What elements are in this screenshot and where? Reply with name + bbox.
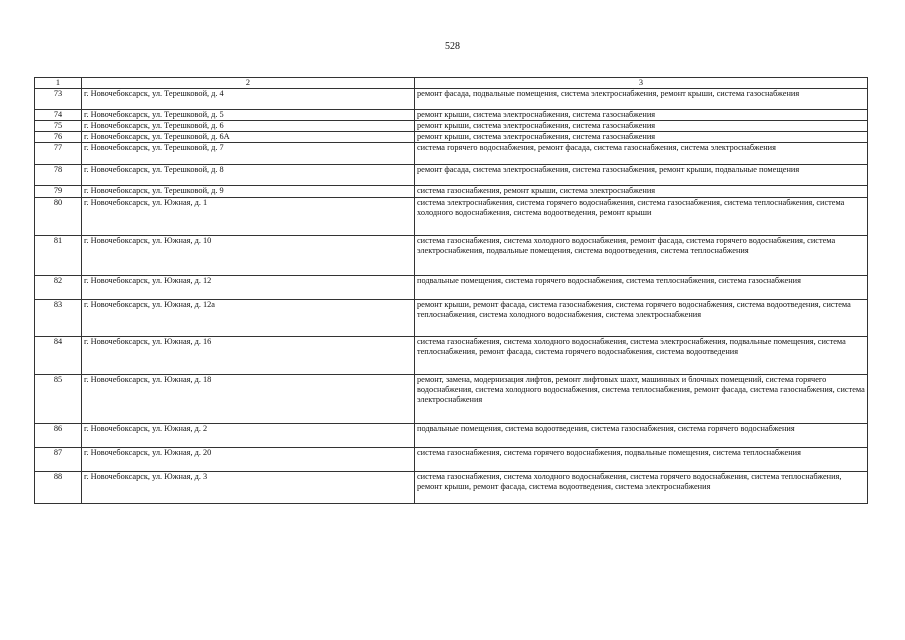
row-number: 75 [35, 121, 82, 132]
row-address: г. Новочебоксарск, ул. Южная, д. 16 [82, 337, 415, 375]
row-number: 83 [35, 300, 82, 337]
row-address: г. Новочебоксарск, ул. Южная, д. 3 [82, 472, 415, 504]
building-works-table [34, 77, 868, 504]
column-header-works: 3 [415, 78, 868, 89]
table-row [35, 337, 868, 375]
row-works: ремонт, замена, модернизация лифтов, ремонт лифтовых шахт, машинных и блочных помещений, система горячего водоснабжения, система холодного водоснабжения, система теплоснабжения, ремонт фасада, система газоснабжения, система электроснабжения [415, 375, 868, 424]
row-address: г. Новочебоксарск, ул. Терешковой, д. 4 [82, 89, 415, 110]
row-works: ремонт крыши, система электроснабжения, система газоснабжения [415, 132, 868, 143]
row-address: г. Новочебоксарск, ул. Терешковой, д. 9 [82, 186, 415, 198]
row-works: система электроснабжения, система горячего водоснабжения, система газоснабжения, система теплоснабжения, система холодного водоснабжения, система водоотведения, ремонт крыши [415, 198, 868, 236]
row-address: г. Новочебоксарск, ул. Южная, д. 10 [82, 236, 415, 276]
table-row [35, 424, 868, 448]
row-address: г. Новочебоксарск, ул. Южная, д. 20 [82, 448, 415, 472]
table-row [35, 110, 868, 121]
row-works: подвальные помещения, система горячего водоснабжения, система теплоснабжения, система газоснабжения [415, 276, 868, 300]
row-number: 80 [35, 198, 82, 236]
row-works: система горячего водоснабжения, ремонт фасада, система газоснабжения, система электроснабжения [415, 143, 868, 165]
row-number: 88 [35, 472, 82, 504]
table-row [35, 143, 868, 165]
row-address: г. Новочебоксарск, ул. Южная, д. 12а [82, 300, 415, 337]
column-header-address: 2 [82, 78, 415, 89]
table-row [35, 121, 868, 132]
row-number: 78 [35, 165, 82, 186]
row-number: 79 [35, 186, 82, 198]
row-address: г. Новочебоксарск, ул. Терешковой, д. 7 [82, 143, 415, 165]
row-address: г. Новочебоксарск, ул. Терешковой, д. 8 [82, 165, 415, 186]
row-works: ремонт крыши, система электроснабжения, система газоснабжения [415, 121, 868, 132]
row-address: г. Новочебоксарск, ул. Терешковой, д. 6 [82, 121, 415, 132]
table-header-row [35, 78, 868, 89]
row-works: система газоснабжения, система холодного водоснабжения, система горячего водоснабжения, система теплоснабжения, ремонт крыши, ремонт фасада, система водоотведения, система электроснабжения [415, 472, 868, 504]
page-number: 528 [445, 41, 460, 52]
table-row [35, 198, 868, 236]
table-row [35, 448, 868, 472]
row-works: ремонт крыши, система электроснабжения, система газоснабжения [415, 110, 868, 121]
row-number: 86 [35, 424, 82, 448]
row-number: 81 [35, 236, 82, 276]
table-row [35, 186, 868, 198]
row-number: 82 [35, 276, 82, 300]
table-row [35, 300, 868, 337]
row-works: система газоснабжения, ремонт крыши, система электроснабжения [415, 186, 868, 198]
row-address: г. Новочебоксарск, ул. Терешковой, д. 5 [82, 110, 415, 121]
row-address: г. Новочебоксарск, ул. Южная, д. 18 [82, 375, 415, 424]
table-row [35, 132, 868, 143]
row-number: 76 [35, 132, 82, 143]
row-number: 74 [35, 110, 82, 121]
table-row [35, 276, 868, 300]
row-number: 77 [35, 143, 82, 165]
row-works: подвальные помещения, система водоотведения, система газоснабжения, система горячего водоснабжения [415, 424, 868, 448]
table-row [35, 472, 868, 504]
column-header-number: 1 [35, 78, 82, 89]
row-number: 84 [35, 337, 82, 375]
row-works: ремонт крыши, ремонт фасада, система газоснабжения, система горячего водоснабжения, система водоотведения, система теплоснабжения, система холодного водоснабжения, система электроснабжения [415, 300, 868, 337]
table-row [35, 89, 868, 110]
row-works: ремонт фасада, подвальные помещения, система электроснабжения, ремонт крыши, система газоснабжения [415, 89, 868, 110]
row-number: 87 [35, 448, 82, 472]
row-address: г. Новочебоксарск, ул. Терешковой, д. 6А [82, 132, 415, 143]
table-row [35, 165, 868, 186]
row-works: система газоснабжения, система холодного водоснабжения, система электроснабжения, подвальные помещения, система теплоснабжения, ремонт фасада, система горячего водоснабжения, система водоотведения [415, 337, 868, 375]
table-row [35, 375, 868, 424]
row-address: г. Новочебоксарск, ул. Южная, д. 1 [82, 198, 415, 236]
row-address: г. Новочебоксарск, ул. Южная, д. 2 [82, 424, 415, 448]
table-row [35, 236, 868, 276]
row-address: г. Новочебоксарск, ул. Южная, д. 12 [82, 276, 415, 300]
row-works: ремонт фасада, система электроснабжения, система газоснабжения, ремонт крыши, подвальные помещения [415, 165, 868, 186]
row-number: 73 [35, 89, 82, 110]
row-works: система газоснабжения, система горячего водоснабжения, подвальные помещения, система теплоснабжения [415, 448, 868, 472]
row-works: система газоснабжения, система холодного водоснабжения, ремонт фасада, система горячего водоснабжения, система электроснабжения, подвальные помещения, система водоотведения, система теплоснабжения [415, 236, 868, 276]
row-number: 85 [35, 375, 82, 424]
